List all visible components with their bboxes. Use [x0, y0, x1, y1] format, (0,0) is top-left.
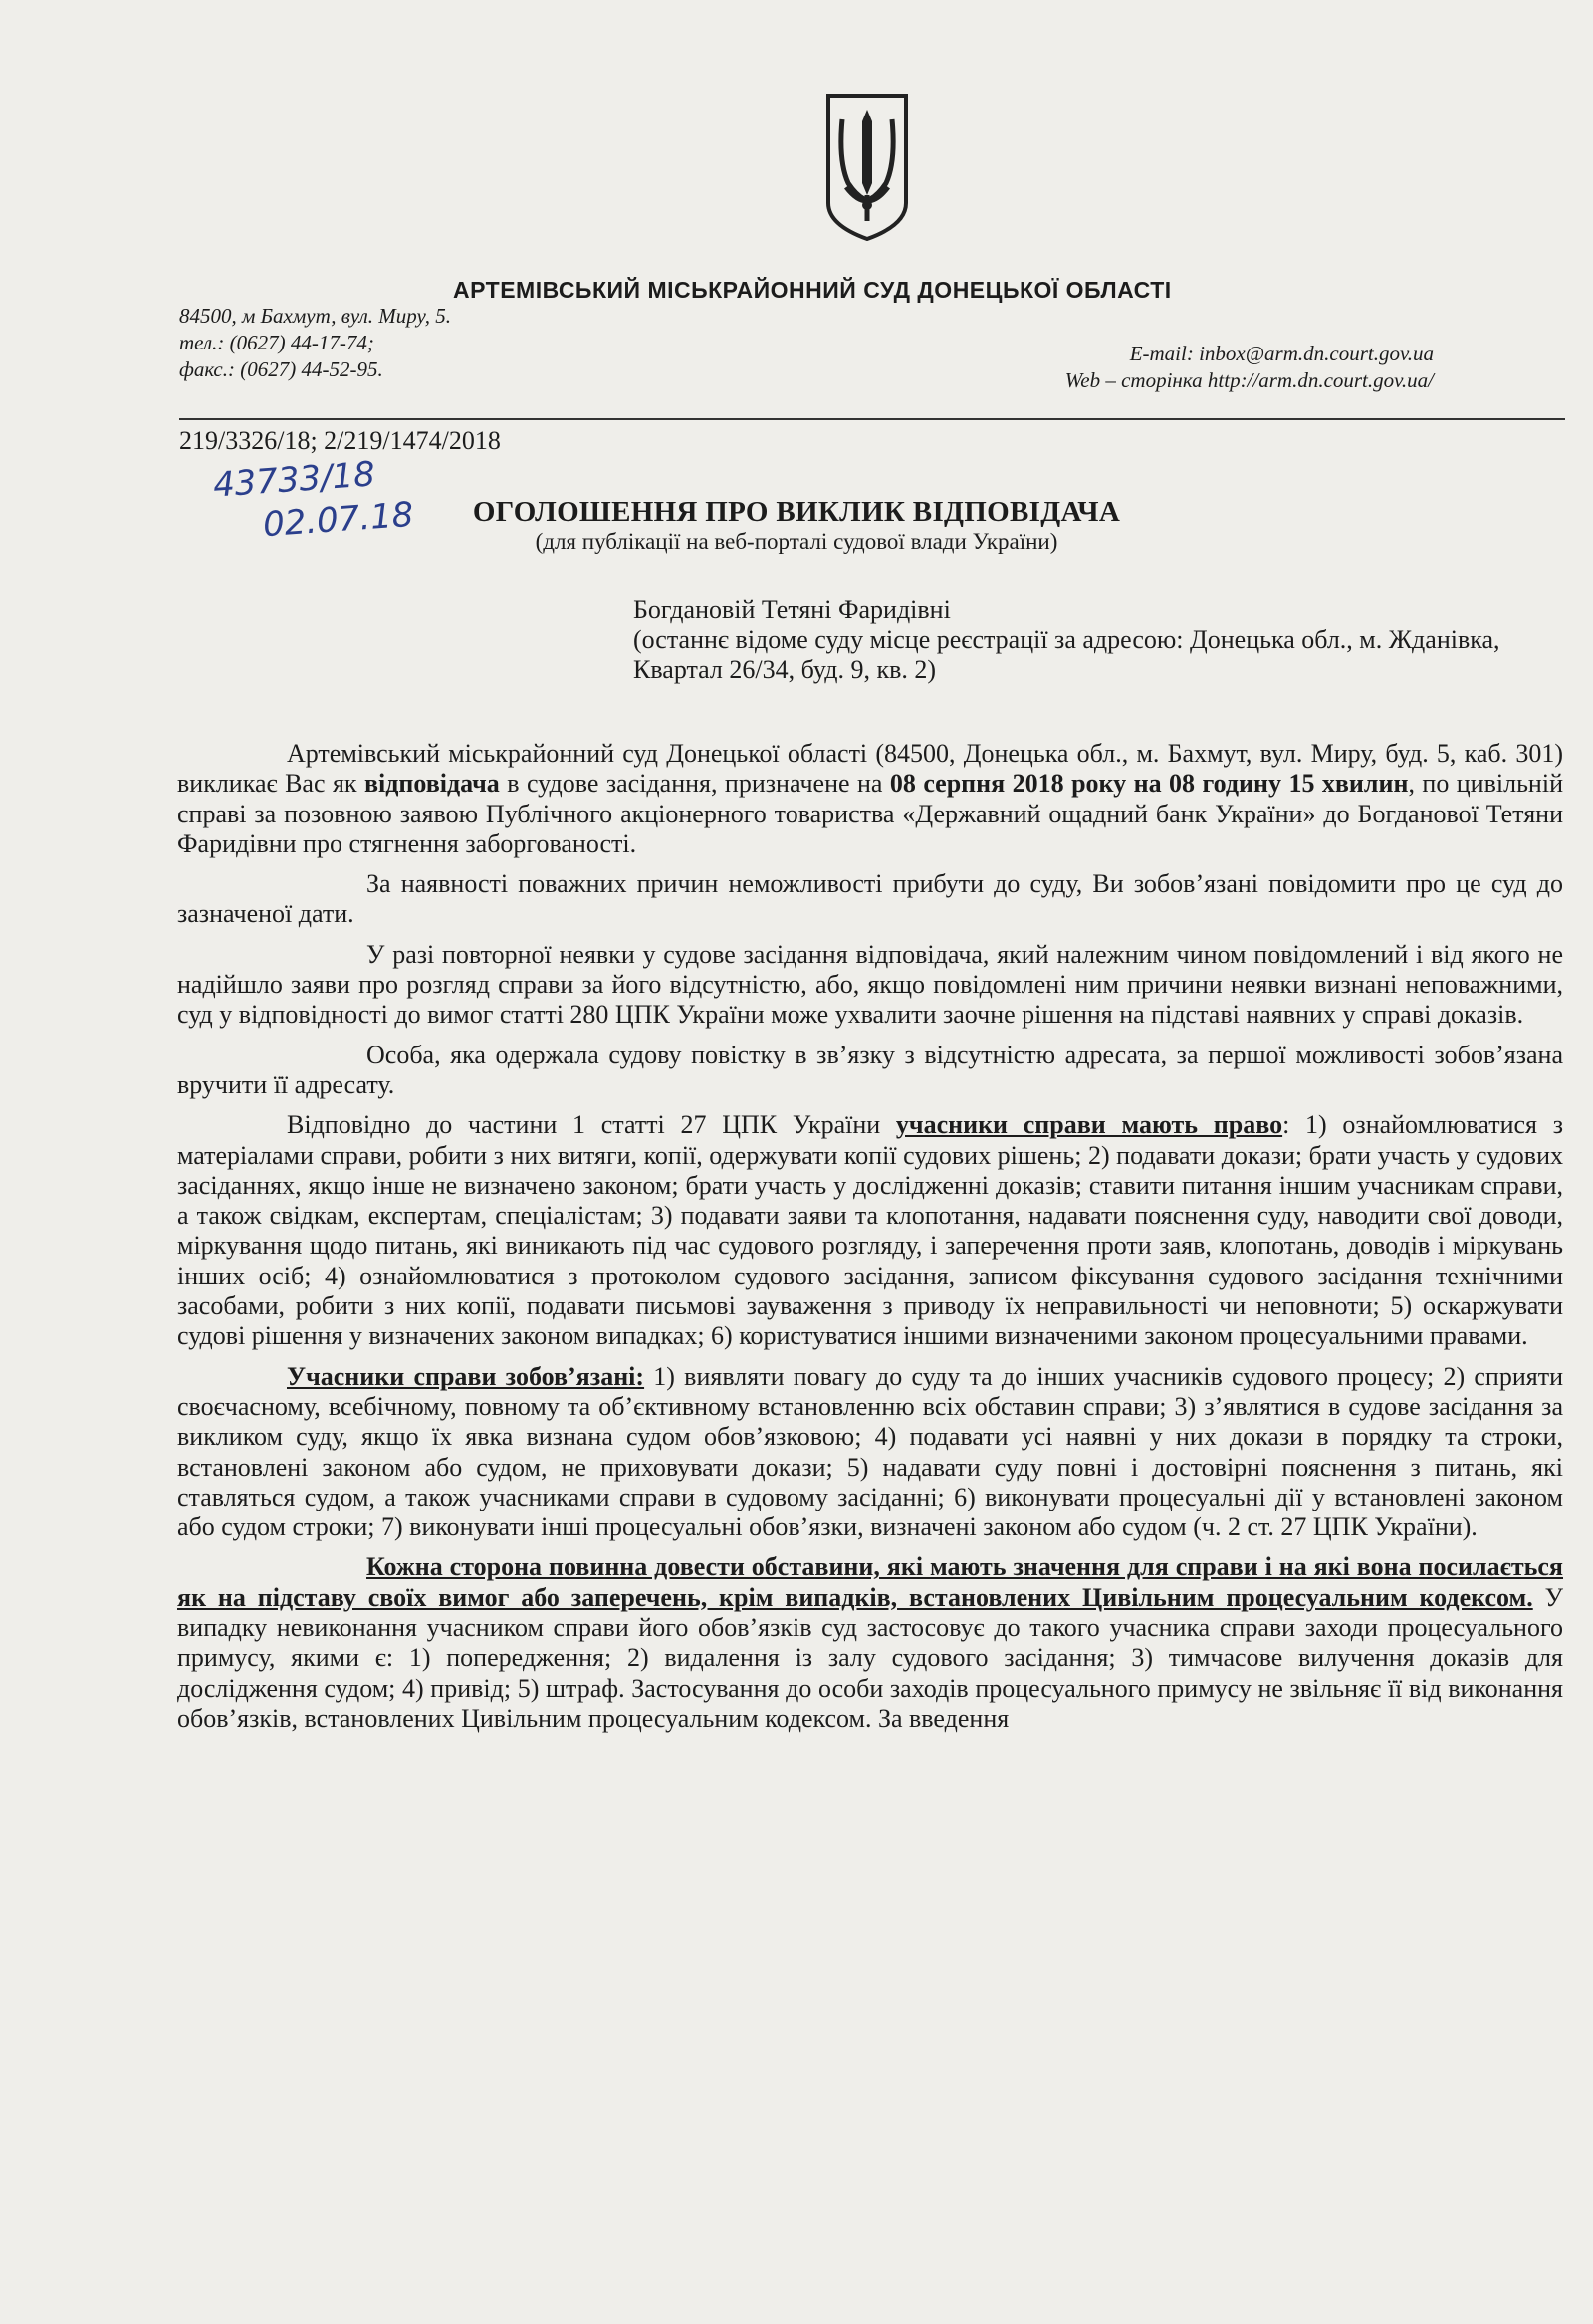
- paragraph-notify: За наявності поважних причин неможливості прибути до суду, Ви зобов’язані повідомити про це суд до зазначеної дати.: [177, 869, 1563, 929]
- obligations-heading: Учасники справи зобов’язані:: [287, 1361, 645, 1391]
- burden-of-proof-heading: Кожна сторона повинна довести обставини, які мають значення для справи і на які вона посилається як на підставу своїх вимог або заперечень, крім випадків, встановлених Цивільним процесуальним кодексом.: [177, 1552, 1563, 1612]
- court-website: Web – сторінка http://arm.dn.court.gov.ua/: [1064, 368, 1434, 392]
- handwritten-date: 02.07.18: [261, 494, 415, 546]
- court-email: E-mail: inbox@arm.dn.court.gov.ua: [1129, 342, 1434, 365]
- case-number: 219/3326/18; 2/219/1474/2018: [179, 426, 501, 455]
- paragraph-delivery: Особа, яка одержала судову повістку в зв’язку з відсутністю адресата, за першої можливості зобов’язана вручити її адресату.: [177, 1040, 1563, 1099]
- handwritten-reg-number: 43733/18: [211, 454, 377, 506]
- document-subtitle: (для публікації на веб-порталі судової влади України): [535, 529, 1058, 554]
- court-fax: факс.: (0627) 44-52-95.: [179, 357, 383, 381]
- court-contacts-left: [179, 303, 451, 383]
- court-phone: тел.: (0627) 44-17-74;: [179, 331, 374, 354]
- paragraph-obligations: Учасники справи зобов’язані: 1) виявляти повагу до суду та до інших учасників судового процесу; 2) сприяти своєчасному, всебічному, повному та об’єктивному встановленню всіх обставин справи; 3) з’являтися в судове засідання за викликом суду, якщо їх явка визнана судом обов’язковою; 4) подавати усі наявні у них докази в порядку та строки, встановлені законом або судом, не приховувати докази; 5) надавати суду повні і достовірні пояснення з питань, які ставляться судом, а також учасниками справи в судовому засіданні; 6) виконувати процесуальні дії у встановлені законом або судом строки; 7) виконувати інші процесуальні обов’язки, визначені законом або судом (ч. 2 ст. 27 ЦПК України).: [177, 1361, 1563, 1542]
- hearing-datetime: 08 серпня 2018 року на 08 годину 15 хвилин: [889, 769, 1409, 799]
- court-contacts-right: [1065, 341, 1434, 394]
- notice-body: [177, 739, 1563, 1734]
- addressee-name: Богдановій Тетяні Фаридівні: [633, 595, 951, 624]
- rights-heading: учасники справи мають право: [895, 1110, 1283, 1140]
- paragraph-rights: Відповідно до частини 1 статті 27 ЦПК України учасники справи мають право: 1) ознайомлюватися з матеріалами справи, робити з них витяги, копії, одержувати копії судових рішень; 2) подавати докази; брати участь у судових засіданнях, якщо інше не визначено законом; брати участь у дослідженні доказів; ставити питання іншим учасникам справи, а також свідкам, експертам, спеціалістам; 3) подавати заяви та клопотання, надавати пояснення суду, наводити свої доводи, міркування щодо питань, які виникають під час судового розгляду, і заперечення проти заяв, клопотань, доводів і міркувань інших осіб; 4) ознайомлюватися з протоколом судового засідання, записом фіксування судового засідання технічними засобами, робити з них копії, подавати письмові зауваження з приводу їх неправильності чи неповноти; 5) оскаржувати судові рішення у визначених законом випадках; 6) користуватися іншими визначеними законом процесуальними правами.: [177, 1110, 1563, 1351]
- paragraph-summons: Артемівський міськрайонний суд Донецької області (84500, Донецька обл., м. Бахмут, вул. Миру, буд. 5, каб. 301) викликає Вас як відповідача в судове засідання, призначене на 08 серпня 2018 року на 08 годину 15 хвилин, по цивільній справі за позовною заявою Публічного акціонерного товариства «Державний ощадний банк України» до Богданової Тетяни Фаридівни про стягнення заборгованості.: [177, 739, 1563, 858]
- document-title: ОГОЛОШЕННЯ ПРО ВИКЛИК ВІДПОВІДАЧА: [472, 496, 1121, 528]
- court-name: АРТЕМІВСЬКИЙ МІСЬКРАЙОННИЙ СУД ДОНЕЦЬКОЇ ОБЛАСТІ: [453, 277, 1172, 303]
- addressee-address: (останнє відоме суду місце реєстрації за адресою: Донецька обл., м. Жданівка, Квартал 26/34, буд. 9, кв. 2): [633, 625, 1500, 684]
- role-defendant: відповідача: [364, 769, 500, 799]
- addressee-block: [633, 595, 1589, 685]
- trident-emblem-icon: [820, 92, 914, 241]
- court-address: 84500, м Бахмут, вул. Миру, 5.: [179, 304, 452, 328]
- paragraph-absence: У разі повторної неявки у судове засідання відповідача, який належним чином повідомлений і від якого не надійшло заяви про розгляд справи за його відсутністю, або, якщо повідомлені ним причини неявки визнані неповажними, суд у відповідності до вимог статті 280 ЦПК України може ухвалити заочне рішення на підставі наявних у справі доказів.: [177, 939, 1563, 1030]
- header-divider: [179, 418, 1565, 420]
- paragraph-burden-of-proof: Кожна сторона повинна довести обставини, які мають значення для справи і на які вона посилається як на підставу своїх вимог або заперечень, крім випадків, встановлених Цивільним процесуальним кодексом. У випадку невиконання учасником справи його обов’язків суд застосовує до такого учасника справи заходи процесуального примусу, якими є: 1) попередження; 2) видалення із залу судового засідання; 3) тимчасове вилучення доказів для дослідження судом; 4) привід; 5) штраф. Застосування до особи заходів процесуального примусу не звільняє її від виконання обов’язків, встановлених Цивільним процесуальним кодексом. За введення: [177, 1552, 1563, 1733]
